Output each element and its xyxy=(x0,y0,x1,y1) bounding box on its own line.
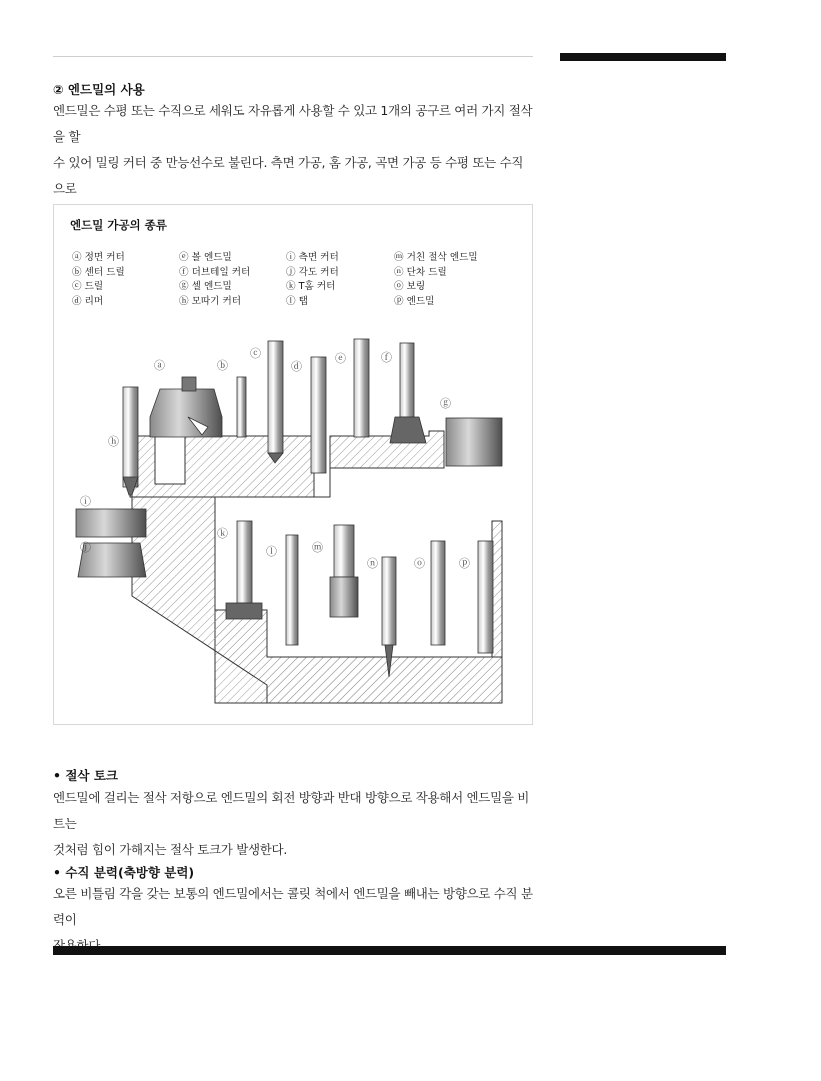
bottom-divider-bar xyxy=(53,946,726,955)
figure-endmill-types xyxy=(53,204,533,725)
legend-item: ⓚ T홈 커터 xyxy=(286,281,336,293)
label-b: ⓑ xyxy=(217,359,228,372)
label-i: ⓘ xyxy=(80,495,91,508)
endmill-illustration xyxy=(54,205,534,726)
legend-item: ⓗ 모따기 커터 xyxy=(179,295,242,307)
legend-item: ⓛ 탭 xyxy=(286,295,308,307)
tool-g-body xyxy=(446,418,502,466)
legend-item: ⓝ 단차 드릴 xyxy=(394,266,447,278)
label-p: ⓟ xyxy=(459,557,470,570)
legend-item: ⓜ 거친 절삭 엔드밀 xyxy=(394,252,478,263)
para-line: 것처럼 힘이 가해지는 절삭 토크가 발생한다. xyxy=(53,842,287,857)
label-e: ⓔ xyxy=(335,352,346,365)
label-h: ⓗ xyxy=(108,435,119,448)
legend-item: ⓓ 리머 xyxy=(72,295,104,307)
section-title-cutting-torque: • 절삭 토크 xyxy=(53,768,118,783)
para-line: 엔드밀은 수평 또는 수직으로 세워도 자유롭게 사용할 수 있고 1개의 공구르 여러 가지 절삭을 할 xyxy=(53,103,533,144)
legend-item: ⓘ 측면 커터 xyxy=(286,252,339,263)
tool-m-shank xyxy=(334,525,354,577)
tool-a-face-cutter xyxy=(150,389,222,437)
legend-item: ⓙ 각도 커터 xyxy=(286,266,339,278)
tool-l-body xyxy=(286,535,298,645)
workpiece-lower xyxy=(130,484,502,703)
label-d: ⓓ xyxy=(291,360,302,373)
figure-title: 엔드밀 가공의 종류 xyxy=(70,218,167,232)
tool-f-shank xyxy=(400,343,414,417)
tool-i-body xyxy=(76,509,146,537)
para-line: 오른 비틀림 각을 갖는 보통의 엔드밀에서는 콜릿 척에서 엔드밀을 빼내는 방향으로 수직 분력이 xyxy=(53,886,533,927)
legend-item: ⓔ 볼 엔드밀 xyxy=(179,252,232,263)
tool-a-hub xyxy=(182,377,196,391)
label-a: ⓐ xyxy=(154,359,165,372)
legend-item: ⓒ 드릴 xyxy=(72,281,104,293)
tool-c-body xyxy=(268,341,283,453)
section-title-vertical-force: • 수직 분력(축방향 분력) xyxy=(53,865,195,880)
tool-m-flutes xyxy=(330,577,358,617)
label-j: ⓙ xyxy=(80,541,91,554)
label-k: ⓚ xyxy=(217,527,228,540)
tool-k-shank xyxy=(237,521,252,603)
tool-k-head xyxy=(226,603,262,619)
tool-o-body xyxy=(431,541,445,645)
paragraph-cutting-torque xyxy=(53,785,533,863)
para-line: 수 있어 밀링 커터 중 만능선수로 불린다. 측면 가공, 홈 가공, 곡면 가공 등 수평 또는 수직으로 xyxy=(53,155,524,196)
tool-e-body xyxy=(354,339,369,437)
tool-h-shank xyxy=(123,387,138,487)
legend-item: ⓟ 엔드밀 xyxy=(394,295,435,307)
legend-item: ⓖ 셀 엔드밀 xyxy=(179,281,232,293)
tool-b-body xyxy=(237,377,246,437)
para-line: 엔드밀에 걸리는 절삭 저항으로 엔드밀의 회전 방향과 반대 방향으로 작용해서 엔드밀을 비트는 xyxy=(53,790,530,831)
side-accent-bar xyxy=(560,53,726,61)
legend-item: ⓕ 더브테일 커터 xyxy=(179,266,251,278)
legend-item: ⓐ 정면 커터 xyxy=(72,252,125,263)
tool-n-body xyxy=(382,557,396,645)
tool-d-body xyxy=(311,357,326,473)
legend-item: ⓞ 보링 xyxy=(394,281,426,293)
label-g: ⓖ xyxy=(440,397,451,410)
section-title-endmill-use: ② 엔드밀의 사용 xyxy=(53,82,145,97)
top-divider xyxy=(53,56,533,57)
label-n: ⓝ xyxy=(367,557,378,570)
label-f: ⓕ xyxy=(381,351,392,364)
label-m: ⓜ xyxy=(312,541,323,554)
tool-p-body xyxy=(478,541,493,653)
label-l: ⓛ xyxy=(266,545,277,558)
label-c: ⓒ xyxy=(250,347,261,360)
label-o: ⓞ xyxy=(414,557,425,570)
legend-item: ⓑ 센터 드릴 xyxy=(72,266,125,278)
tool-f-head xyxy=(390,417,426,443)
